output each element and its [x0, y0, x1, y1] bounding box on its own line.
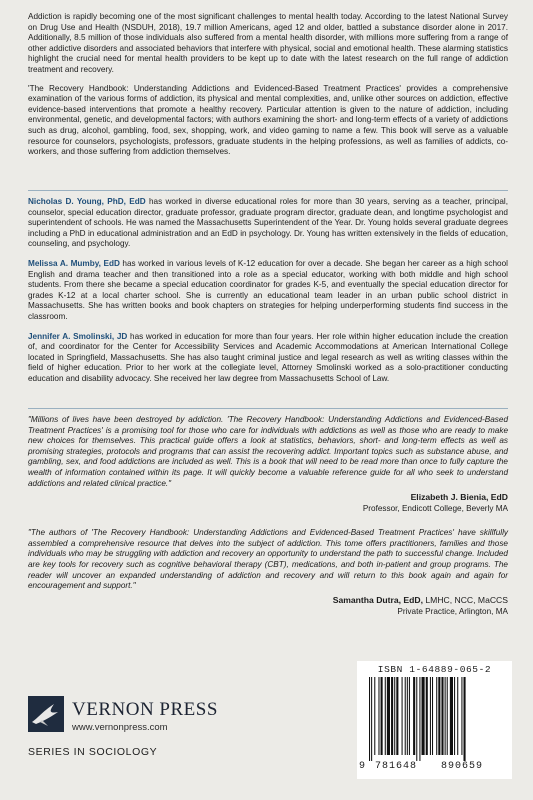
isbn-barcode — [357, 661, 512, 779]
endorsement-attribution — [28, 595, 508, 617]
barcode-bar — [409, 677, 410, 755]
barcode-bar — [371, 677, 372, 761]
isbn-digit-first: 9 — [359, 761, 367, 772]
author-bio-text: has worked in various levels of K-12 education for over a decade. She began her career as a high school English and drama teacher and then transitioned into a role as a special educator, working with both middle and high school students. From there she became a special education coordinator for grades K-5, and eventually the special education director for grades K-12 at a local charter school. She is currently an educational team leader in an urban public school district in Massachusetts. She has written books and book chapters on strategies for helping underperforming students find success in the classroom. — [28, 258, 508, 321]
book-description — [28, 12, 508, 166]
endorsements — [28, 415, 508, 617]
author-bio — [28, 259, 508, 323]
endorser-name: Elizabeth J. Bienia, EdD — [410, 492, 508, 503]
barcode-bar — [378, 677, 379, 755]
barcode-bar — [430, 677, 431, 755]
barcode-bar — [447, 677, 448, 755]
barcode-bar — [381, 677, 383, 755]
endorser-name: Samantha Dutra, EdD, — [332, 594, 423, 605]
divider-bottom — [28, 408, 508, 409]
barcode-bar — [454, 677, 455, 755]
barcode-bar — [387, 677, 390, 755]
barcode-bar — [422, 677, 425, 755]
barcode-bar — [407, 677, 408, 755]
author-bios — [28, 197, 508, 394]
endorser-affiliation: Private Practice, Arlington, MA — [397, 606, 508, 616]
author-name: Jennifer A. Smolinski, JD — [28, 331, 128, 341]
barcode-bar — [441, 677, 443, 755]
vernon-press-bird-icon — [28, 696, 64, 732]
barcode-bar — [457, 677, 458, 755]
endorser-credentials: LMHC, NCC, MaCCS — [423, 594, 508, 605]
endorsement-quote: "The authors of 'The Recovery Handbook: Understanding Addictions and Evidenced-Based Treatment Practices' have skillfully assembled a comprehensive resource that delves into the subject of addiction. This tome offers practitioners, families and those individuals who may be struggling with addiction and recovery an opportunity to understand the path to successful change. Included are key tools for recovery such as cognitive behavioral therapy (CBT), medications, and both in-patient and group programs. The reader will uncover an expanded understanding of addiction and recovery and will return to this book again and again for encouragement and support." — [28, 528, 508, 591]
barcode-bars — [367, 677, 502, 761]
endorsement-attribution — [28, 492, 508, 514]
publisher-block — [28, 696, 278, 786]
description-paragraph-1: Addiction is rapidly becoming one of the most significant challenges to mental health today. According to the latest National Survey on Drug Use and Health (NSDUH, 2018), 19.7 million Americans, aged 12 and older, battled a substance disorder alone in 2017. Additionally, 8.5 million of those individuals also suffered from a mental health disorder, with millions more suffering from a range of other addictive disorders and associated behaviors that interfere with physical, social and emotional health. These alarming statistics highlight the crucial need for mental health providers to be kept up to date with the latest research on the full range of addiction treatment and recovery. — [28, 12, 508, 74]
barcode-bar — [464, 677, 466, 761]
author-name: Nicholas D. Young, PhD, EdD — [28, 197, 146, 206]
publisher-url: www.vernonpress.com — [72, 722, 168, 733]
author-bio-text: has worked in diverse educational roles for more than 30 years, serving as a teacher, principal, counselor, special education director, graduate professor, graduate program director, graduate dean, and longtime psychologist and superintendent of schools. He was named the Massachusetts Superintendent of the Year. Dr. Young holds several graduate degrees including a PhD in educational administration and an EdD in psychology. Dr. Young has written extensively in the fields of education, counseling, and psychology. — [28, 197, 509, 249]
barcode-bar — [374, 677, 375, 755]
barcode-bar — [385, 677, 386, 755]
divider-top — [28, 190, 508, 191]
barcode-bar — [419, 677, 420, 761]
author-name: Melissa A. Mumby, EdD — [28, 258, 120, 268]
barcode-bar — [391, 677, 393, 755]
isbn-label: ISBN 1-64889-065-2 — [377, 664, 492, 675]
publisher-name: VERNON PRESS — [72, 699, 218, 720]
barcode-bar — [461, 677, 462, 755]
barcode-bar — [396, 677, 398, 755]
barcode-bar — [405, 677, 406, 755]
barcode-bar — [394, 677, 395, 755]
barcode-bar — [402, 677, 403, 755]
author-bio-text: has worked in education for more than four years. Her role within higher education include the creation of, and coordinator for the Center for Accessibility Services and Academic Accommodations at American International College located in Springfield, Massachusetts. She has also taught criminal justice and legal research as well as writing classes within the field of higher education. Prior to her work at the collegiate level, Attorney Smolinski worked as a solo-practitioner conducting education and disability advocacy. She received her law degree from Massachusetts School of Law. — [28, 331, 508, 383]
description-paragraph-2: 'The Recovery Handbook: Understanding Addictions and Evidenced-Based Treatment Practices' provides a comprehensive examination of the various forms of addiction, its physical and mental complexities, and, unlike other sources on addiction, effective evidence-based interventions that promote a healthy recovery. Particular attention is given to the nature of addiction, including environmental, genetic, and developmental factors; with authors examining the short- and long-term effects of a variety of addictions such as drug, alcohol, gambling, food, sex, shopping, work, and video gaming to name a few. This book will serve as a valuable resource for counselors, psychologists, professors, graduate students in the helping professions, as well as families of addicts, co-workers, and those suffering from addiction themselves. — [28, 83, 508, 157]
author-bio — [28, 197, 508, 250]
endorsement — [28, 528, 508, 617]
barcode-bar — [369, 677, 370, 761]
author-bio — [28, 332, 508, 385]
barcode-bar — [450, 677, 453, 755]
barcode-bar — [426, 677, 428, 755]
endorsement-quote: "Millions of lives have been destroyed by addiction. 'The Recovery Handbook: Understanding Addictions and Evidenced-Based Treatment Practices' is a promising tool for those who care for individuals with addictions as well as those who are ready to make new choices for themselves. This practical guide offers a look at statistics, behaviors, short- and long-term effects as well as promising strategies, protocols and programs that can assist the recovering addict. Important topics such as substance abuse, and gambling, sex, and food addictions are included as well. This is a book that will need to be read more than once to fully capture the wealth of information contained within its page. It will quickly become a valuable reference guide for all who seek to understand addictions and related clinical practice." — [28, 415, 508, 488]
barcode-bar — [438, 677, 440, 755]
endorsement — [28, 415, 508, 514]
barcode-bar — [413, 677, 415, 755]
isbn-digit-group-2: 890659 — [441, 761, 484, 772]
endorser-affiliation: Professor, Endicott College, Beverly MA — [362, 504, 508, 514]
barcode-bar — [445, 677, 446, 755]
barcode-bar — [432, 677, 433, 755]
barcode-bar — [416, 677, 417, 761]
isbn-digit-group-1: 781648 — [375, 761, 418, 772]
barcode-bar — [436, 677, 437, 755]
series-name: SERIES IN SOCIOLOGY — [28, 746, 158, 758]
